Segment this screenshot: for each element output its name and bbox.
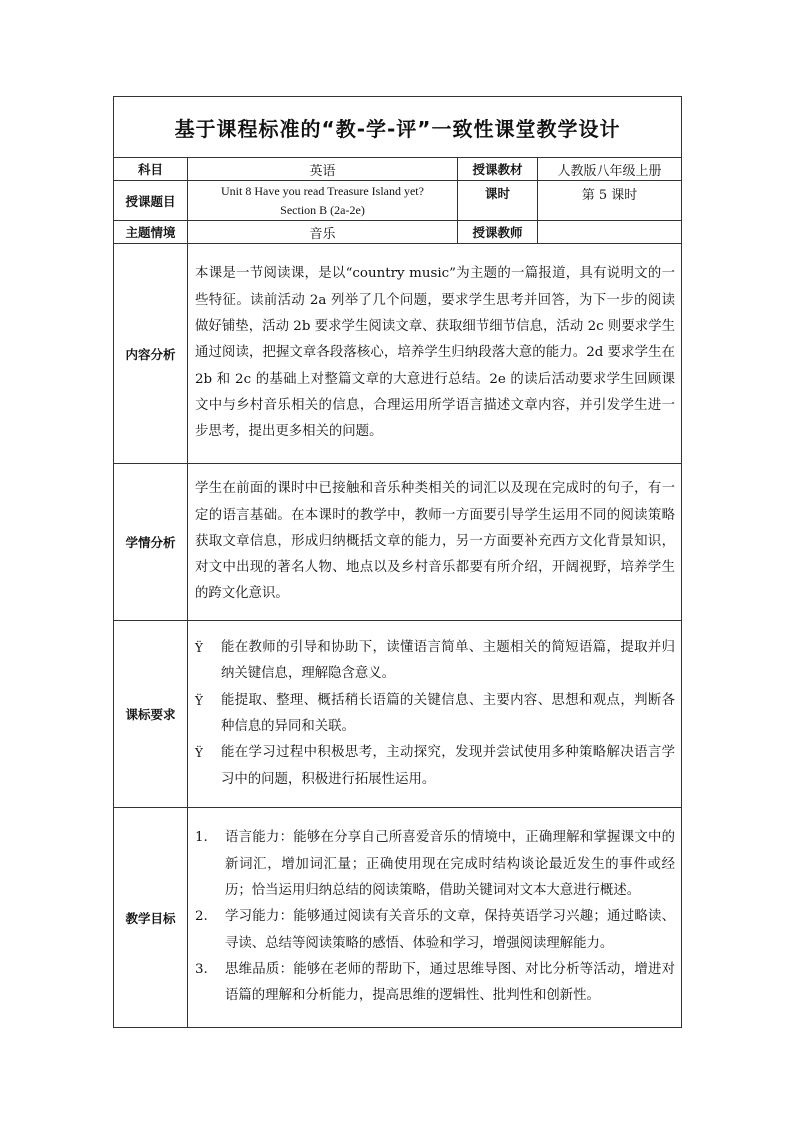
teacher-label: 授课教师 — [458, 221, 538, 244]
goal-number: 3. — [195, 961, 208, 977]
standards-item — [195, 635, 675, 688]
textbook-label: 授课教材 — [458, 158, 538, 181]
document-title: 基于课程标准的“教-学-评”一致性课堂教学设计 — [114, 97, 682, 158]
teacher-value — [538, 221, 682, 244]
theme-label: 主题情境 — [114, 221, 188, 244]
goal-number: 1. — [195, 830, 208, 846]
bullet-mark: Ÿ — [195, 641, 203, 656]
lesson-plan-table — [113, 96, 682, 1028]
standards-label: 课标要求 — [114, 621, 188, 808]
goal-text: 思维品质：能够在老师的帮助下，通过思维导图、对比分析等活动，增进对语篇的理解和分析能力，提高思维的逻辑性、批判性和创新性。 — [225, 961, 676, 1004]
goal-item — [195, 904, 675, 957]
goal-text: 学习能力：能够通过阅读有关音乐的文章，保持英语学习兴趣；通过略读、寻读、总结等阅读策略的感悟、体验和学习，增强阅读理解能力。 — [225, 909, 676, 951]
standards-item-text: 能在学习过程中积极思考，主动探究，发现并尝试使用多种策略解决语言学习中的问题，积极进行拓展性运用。 — [221, 745, 676, 787]
content-analysis-label: 内容分析 — [114, 244, 188, 464]
standards-item — [195, 688, 675, 741]
standards-item-text: 能提取、整理、概括稍长语篇的关键信息、主要内容、思想和观点，判断各种信息的异同和关联。 — [221, 692, 676, 734]
standards-item-text: 能在教师的引导和协助下，读懂语言简单、主题相关的简短语篇，提取并归纳关键信息，理解隐含意义。 — [221, 640, 676, 682]
student-analysis-text: 学生在前面的课时中已接触和音乐种类相关的词汇以及现在完成时的句子，有一定的语言基础。在本课时的教学中，教师一方面要引导学生运用不同的阅读策略获取文章信息，形成归纳概括文章的能力，另一方面要补充西方文化背景知识，对文中出现的著名人物、地点以及乡村音乐都要有所介绍，开阔视野，培养学生的跨文化意识。 — [188, 464, 682, 621]
period-label: 课时 — [458, 181, 538, 221]
subject-label: 科目 — [114, 158, 188, 181]
goal-number: 2. — [195, 909, 208, 925]
bullet-mark: Ÿ — [195, 693, 203, 708]
lesson-plan-sheet — [113, 96, 681, 1028]
content-analysis-text: 本课是一节阅读课，是以“country music”为主题的一篇报道，具有说明文的一些特征。读前活动 2a 列举了几个问题，要求学生思考并回答，为下一步的阅读做好铺垫，活动 2b 要求学生阅读文章、获取细节细节信息，活动 2c 则要求学生通过阅读，把握文章各段落核心，培养学生归纳段落大意的能力。2d 要求学生在 2b 和 2c 的基础上对整篇文章的大意进行总结。2e 的读后活动要求学生回顾课文中与乡村音乐相关的信息，合理运用所学语言描述文章内容，并引发学生进一步思考，提出更多相关的问题。 — [188, 244, 682, 464]
goal-text: 语言能力：能够在分享自己所喜爱音乐的情境中，正确理解和掌握课文中的新词汇，增加词汇量；正确使用现在完成时结构谈论最近发生的事件或经历；恰当运用归纳总结的阅读策略，借助关键词对文本大意进行概述。 — [225, 830, 676, 899]
goals-label: 教学目标 — [114, 808, 188, 1028]
topic-line-2: Section B (2a-2e) — [280, 202, 365, 217]
period-value: 第 5 课时 — [538, 181, 682, 221]
goal-item — [195, 825, 675, 904]
topic-label: 授课题目 — [114, 181, 188, 221]
goals-list — [188, 808, 682, 1028]
student-analysis-label: 学情分析 — [114, 464, 188, 621]
subject-value: 英语 — [188, 158, 458, 181]
topic-value — [188, 181, 458, 221]
topic-line-1: Unit 8 Have you read Treasure Island yet? — [221, 183, 424, 198]
bullet-mark: Ÿ — [195, 746, 203, 761]
theme-value: 音乐 — [188, 221, 458, 244]
standards-list — [188, 621, 682, 808]
standards-item — [195, 740, 675, 793]
textbook-value: 人教版八年级上册 — [538, 158, 682, 181]
goal-item — [195, 957, 675, 1010]
